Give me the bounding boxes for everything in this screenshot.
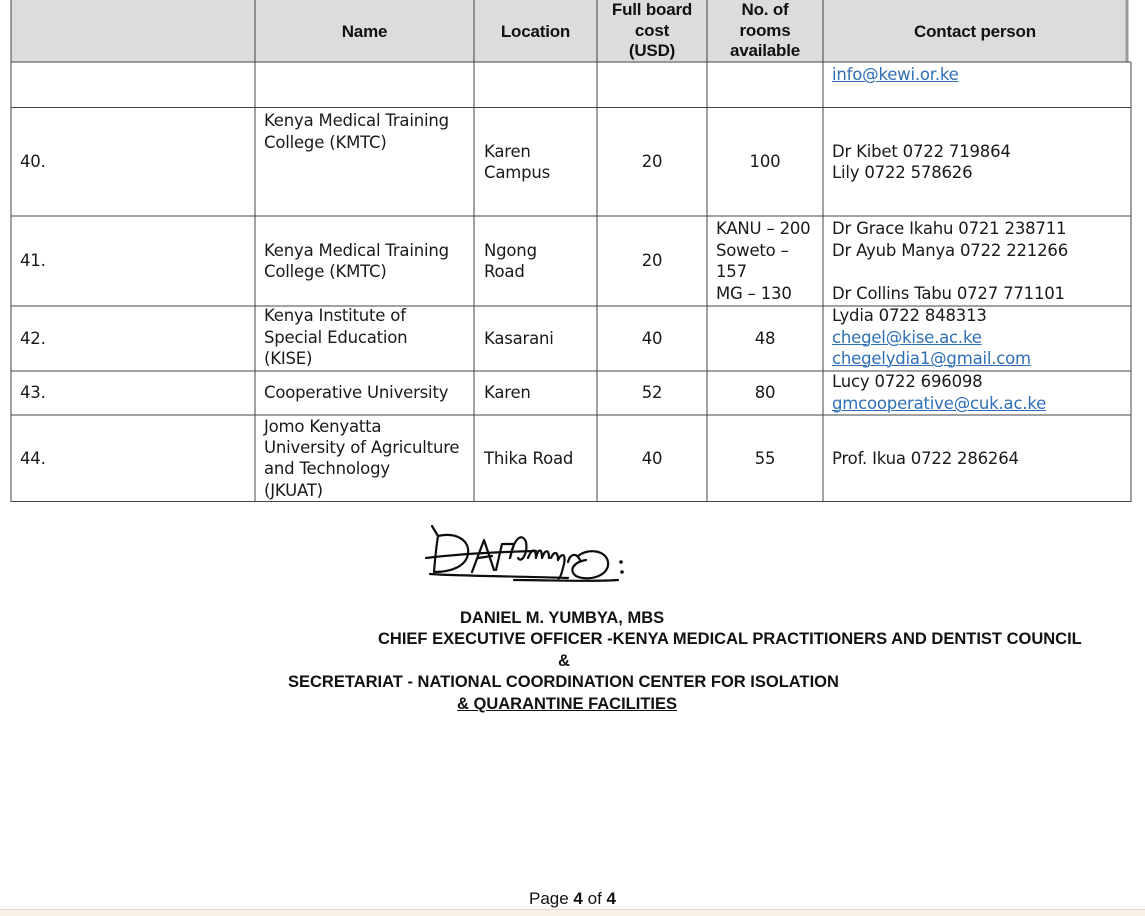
row-41-location: Ngong Road <box>484 240 537 281</box>
row-44-name: Jomo Kenyatta University of Agriculture and Technology (JKUAT) <box>264 417 460 500</box>
secretariat-line-1: SECRETARIAT - NATIONAL COORDINATION CENTER FOR ISOLATION <box>288 673 839 691</box>
row-42-name: Kenya Institute of Special Education (KISE) <box>264 306 408 368</box>
row-43-contact: Lucy 0722 696098 gmcooperative@cuk.ac.ke <box>832 372 1047 413</box>
header-name: Name <box>341 21 388 41</box>
signature-image <box>418 518 633 590</box>
row-43-cost: 52 <box>641 383 663 403</box>
row-43-name: Cooperative University <box>264 383 449 403</box>
row-44-rooms: 55 <box>754 448 776 468</box>
row-44-contact: Prof. Ikua 0722 286264 <box>832 448 1019 468</box>
row-41-cost: 20 <box>641 251 663 271</box>
row-42-email-1[interactable]: chegel@kise.ac.ke <box>832 327 982 347</box>
row-40-rooms: 100 <box>749 152 781 172</box>
row-40-contact: Dr Kibet 0722 719864 Lily 0722 578626 <box>832 141 1011 182</box>
row-43-rooms: 80 <box>754 383 776 403</box>
row-44-cost: 40 <box>641 448 663 468</box>
row-44-location: Thika Road <box>484 448 574 468</box>
row-42-number: 42. <box>20 328 46 348</box>
header-contact: Contact person <box>914 21 1036 41</box>
page-number: Page 4 of 4 <box>528 889 617 908</box>
signatory-title: CHIEF EXECUTIVE OFFICER -KENYA MEDICAL PRACTITIONERS AND DENTIST COUNCIL <box>378 630 1082 648</box>
row-41-contact: Dr Grace Ikahu 0721 238711 Dr Ayub Manya 0722 221266 Dr Collins Tabu 0727 771101 <box>832 219 1068 303</box>
ampersand: & <box>558 652 570 670</box>
header-cost: Full board cost (USD) <box>611 0 693 60</box>
row-43-location: Karen <box>484 383 531 403</box>
carry-row-email[interactable]: info@kewi.or.ke <box>832 65 959 84</box>
row-40-location: Karen Campus <box>484 141 551 182</box>
signatory-name: DANIEL M. YUMBYA, MBS <box>460 609 665 627</box>
row-40-name: Kenya Medical Training College (KMTC) <box>264 111 449 152</box>
row-40-cost: 20 <box>641 152 663 172</box>
row-42-cost: 40 <box>641 328 663 348</box>
row-42-contact: Lydia 0722 848313 chegel@kise.ac.ke chegelydia1@gmail.com <box>832 306 1031 368</box>
row-44-number: 44. <box>20 448 46 468</box>
row-42-location: Kasarani <box>484 328 554 348</box>
row-40-number: 40. <box>20 152 46 172</box>
row-42-rooms: 48 <box>754 328 776 348</box>
header-rooms: No. of rooms available <box>729 0 801 60</box>
secretariat-line-2: & QUARANTINE FACILITIES <box>457 695 678 713</box>
header-location: Location <box>500 21 571 41</box>
row-43-email[interactable]: gmcooperative@cuk.ac.ke <box>832 393 1047 413</box>
row-43-number: 43. <box>20 383 46 403</box>
row-42-email-2[interactable]: chegelydia1@gmail.com <box>832 349 1031 368</box>
row-41-rooms: KANU – 200 Soweto – 157 MG – 130 <box>716 219 811 303</box>
row-41-name: Kenya Medical Training College (KMTC) <box>264 240 449 281</box>
row-41-number: 41. <box>20 251 46 271</box>
